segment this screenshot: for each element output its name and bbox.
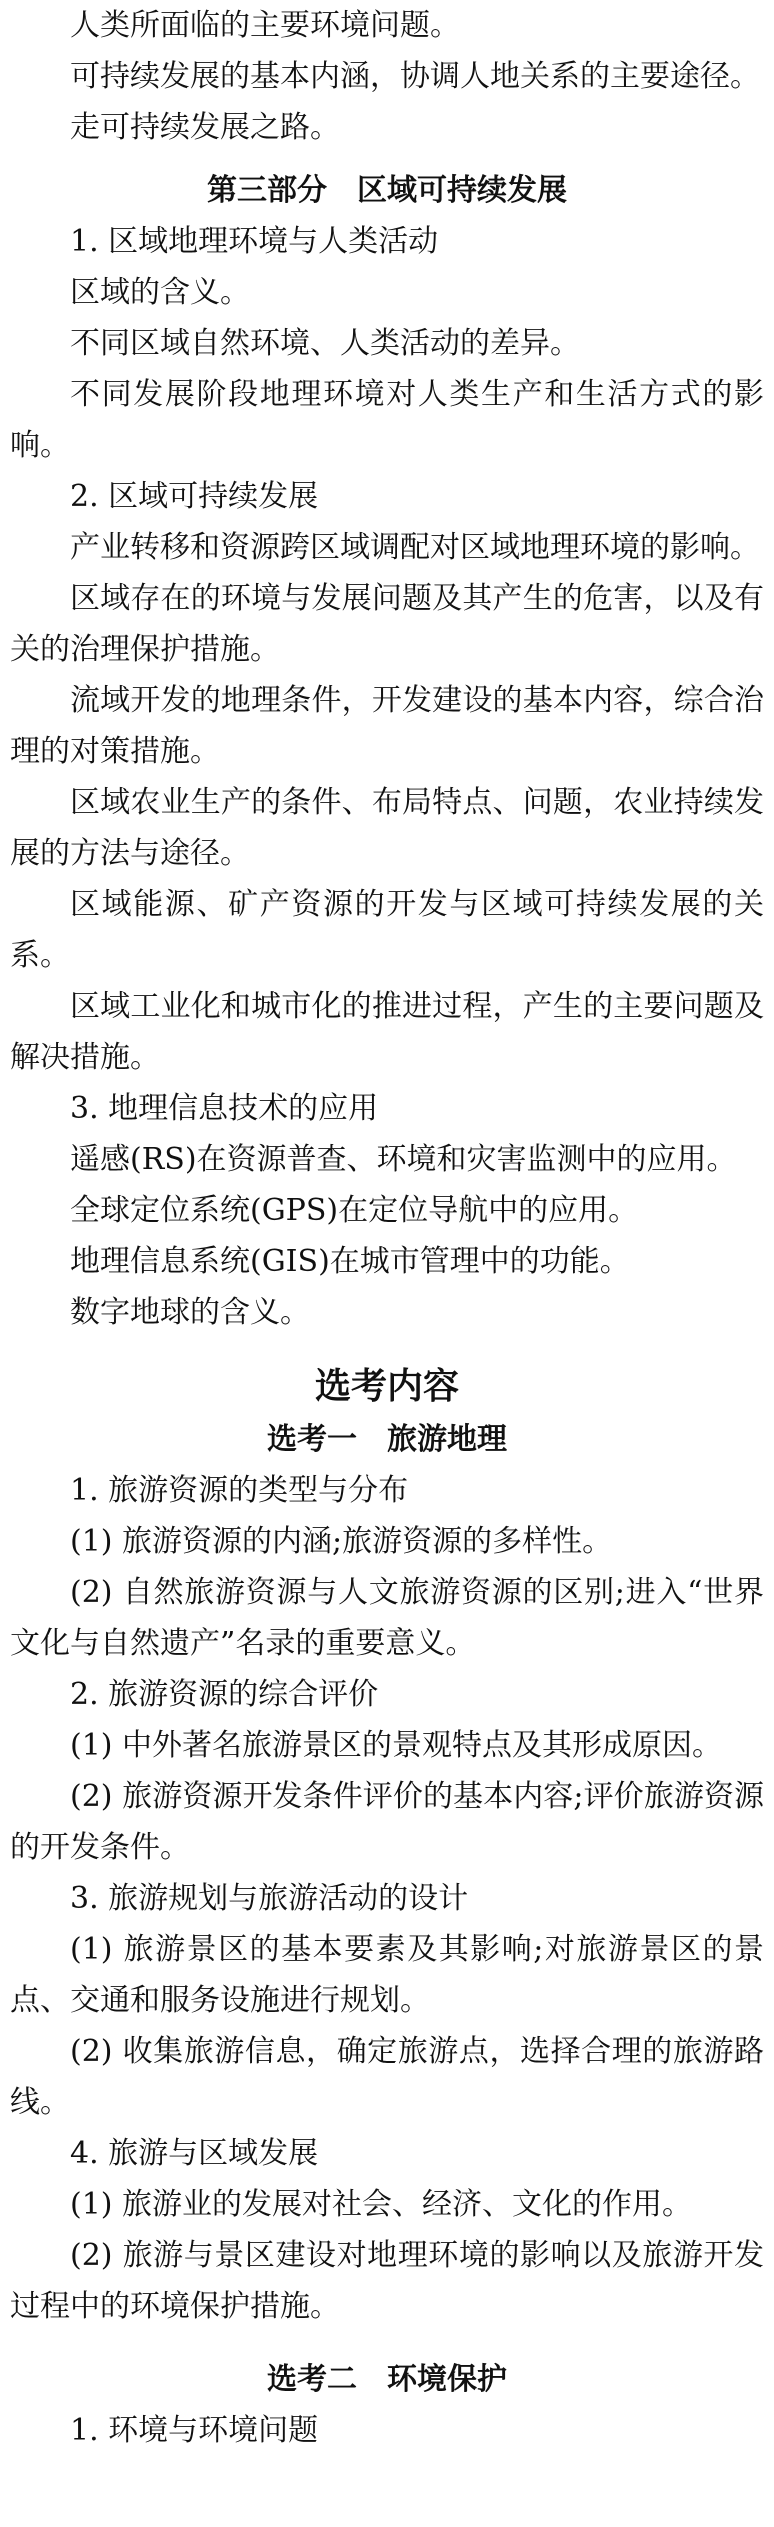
text-line: 地理信息系统(GIS)在城市管理中的功能。 (70, 1244, 630, 1279)
text-line: 区域能源、矿产资源的开发与区域可持续发展的关系。 (10, 887, 764, 973)
text-line: 区域工业化和城市化的推进过程，产生的主要问题及解决措施。 (10, 989, 764, 1075)
text-line: 1. 区域地理环境与人类活动 (70, 224, 439, 259)
text-line: 遥感(RS)在资源普查、环境和灾害监测中的应用。 (70, 1142, 737, 1177)
elective-title: 选考内容 (314, 1366, 459, 1407)
text-line: 区域的含义。 (70, 275, 250, 310)
text-line: 3. 旅游规划与旅游活动的设计 (70, 1881, 469, 1916)
text-line: 全球定位系统(GPS)在定位导航中的应用。 (70, 1193, 639, 1228)
text-line: 流域开发的地理条件，开发建设的基本内容，综合治理的对策措施。 (10, 683, 764, 769)
text-line: (2) 收集旅游信息，确定旅游点，选择合理的旅游路线。 (10, 2034, 764, 2120)
text-line: 走可持续发展之路。 (70, 110, 340, 145)
text-line: (2) 自然旅游资源与人文旅游资源的区别;进入“世界文化与自然遗产”名录的重要意义。 (10, 1575, 764, 1661)
text-line: 产业转移和资源跨区域调配对区域地理环境的影响。 (70, 530, 760, 565)
section-title: 第三部分 区域可持续发展 (207, 173, 567, 208)
text-line: (1) 中外著名旅游景区的景观特点及其形成原因。 (70, 1728, 723, 1763)
elective-2-title: 选考二 环境保护 (267, 2362, 507, 2397)
text-line: 区域农业生产的条件、布局特点、问题，农业持续发展的方法与途径。 (10, 785, 764, 871)
text-line: 人类所面临的主要环境问题。 (70, 8, 460, 43)
text-line: 不同发展阶段地理环境对人类生产和生活方式的影响。 (10, 377, 764, 463)
text-line: 2. 区域可持续发展 (70, 479, 319, 514)
text-line: (1) 旅游景区的基本要素及其影响;对旅游景区的景点、交通和服务设施进行规划。 (10, 1932, 764, 2018)
text-line: 4. 旅游与区域发展 (70, 2136, 319, 2171)
text-line: 数字地球的含义。 (70, 1295, 310, 1330)
text-line: (2) 旅游资源开发条件评价的基本内容;评价旅游资源的开发条件。 (10, 1779, 764, 1865)
text-line: 不同区域自然环境、人类活动的差异。 (70, 326, 580, 361)
text-line: 1. 旅游资源的类型与分布 (70, 1473, 409, 1508)
text-line: 3. 地理信息技术的应用 (70, 1091, 379, 1126)
text-line: 可持续发展的基本内涵，协调人地关系的主要途径。 (70, 59, 760, 94)
text-line: (1) 旅游业的发展对社会、经济、文化的作用。 (70, 2187, 693, 2222)
text-line: 2. 旅游资源的综合评价 (70, 1677, 379, 1712)
text-line: (2) 旅游与景区建设对地理环境的影响以及旅游开发过程中的环境保护措施。 (10, 2238, 764, 2324)
text-line: 区域存在的环境与发展问题及其产生的危害，以及有关的治理保护措施。 (10, 581, 764, 667)
text-line: (1) 旅游资源的内涵;旅游资源的多样性。 (70, 1524, 613, 1559)
elective-1-title: 选考一 旅游地理 (267, 1422, 507, 1457)
text-line: 1. 环境与环境问题 (70, 2413, 319, 2448)
